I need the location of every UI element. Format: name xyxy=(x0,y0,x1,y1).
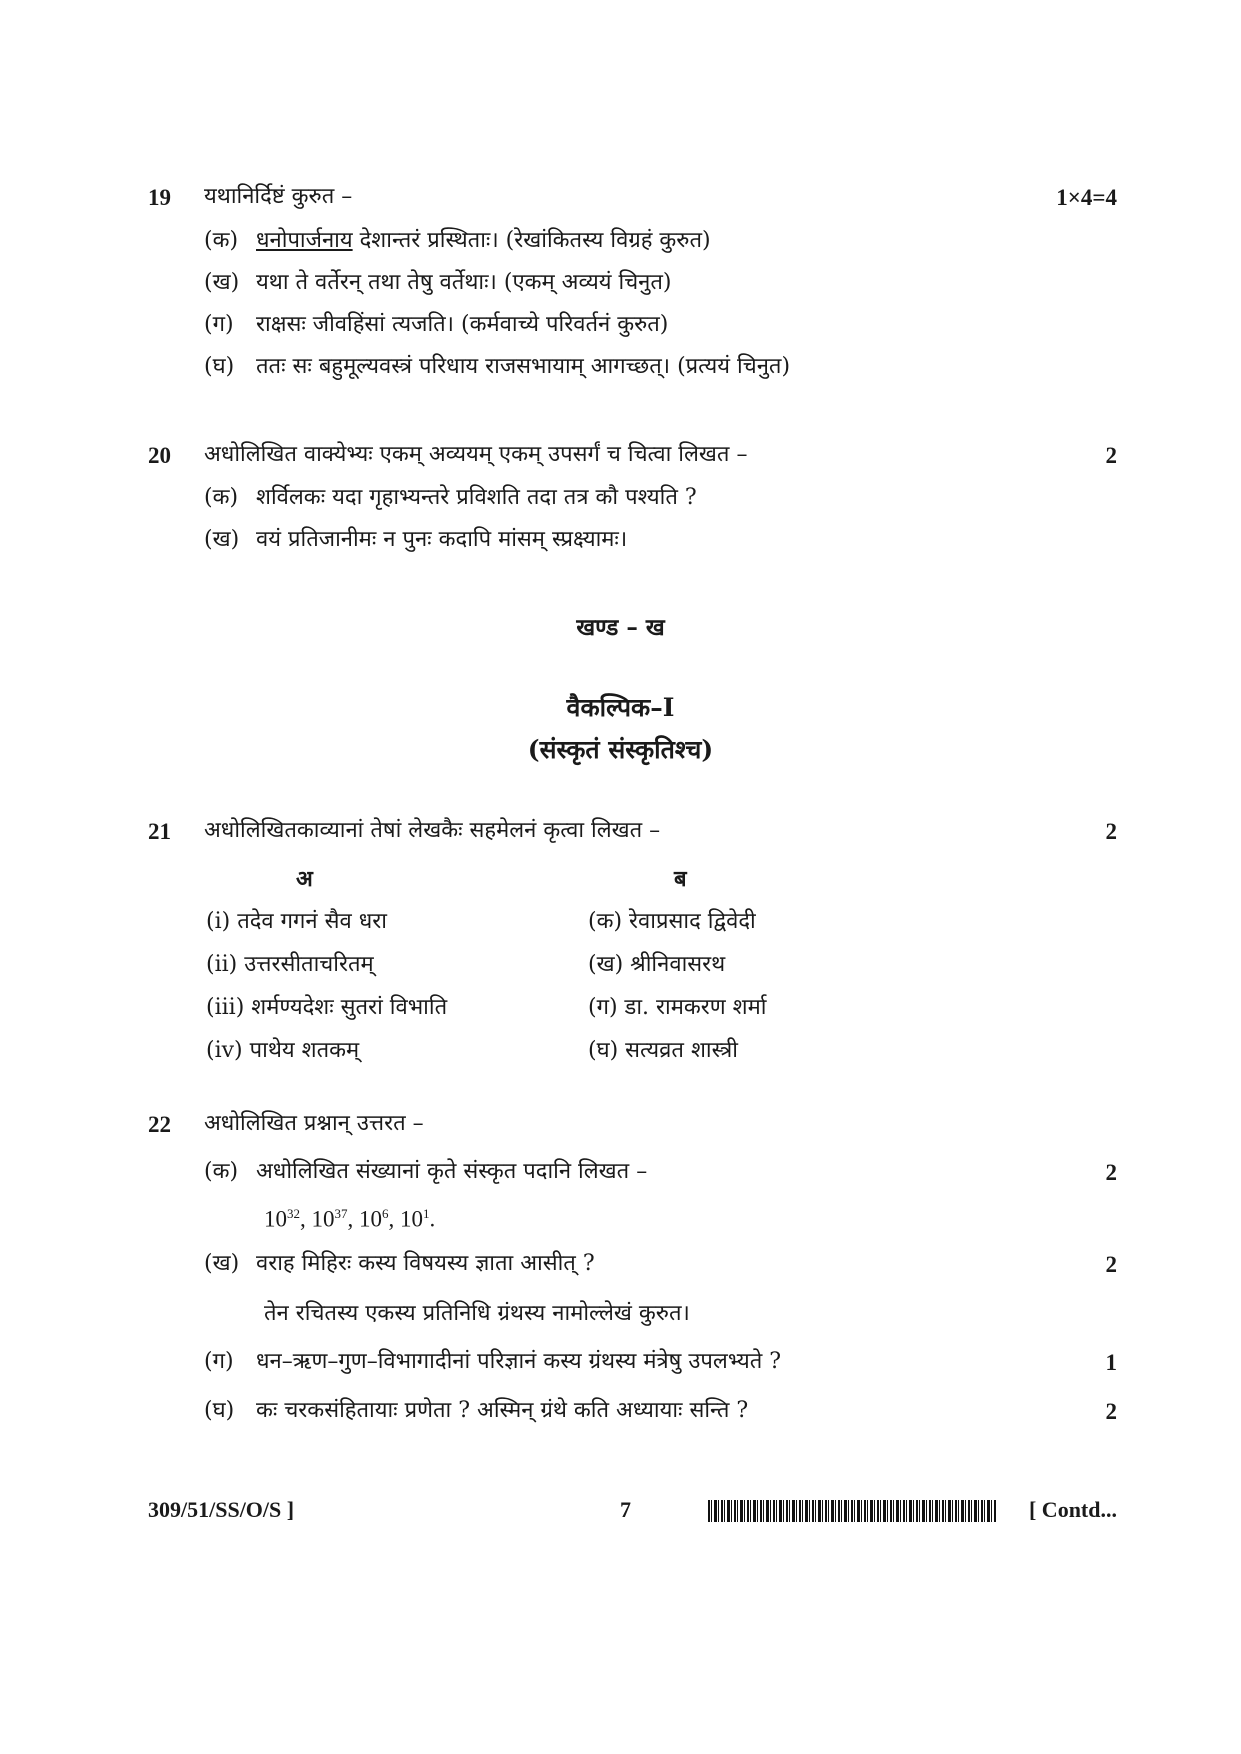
item-text: ततः सः बहुमूल्यवस्त्रं परिधाय राजसभायाम् आगच्छत्। (प्रत्ययं चिनुत) xyxy=(256,354,791,379)
column-b-item: (घ) सत्यव्रत शास्त्री xyxy=(588,1038,738,1063)
item-label: (ग) xyxy=(204,312,234,337)
question-19-stem: यथानिर्दिष्टं कुरुत – xyxy=(204,184,353,209)
separator: , xyxy=(300,1206,312,1232)
question-number-22: 22 xyxy=(148,1112,171,1137)
number-base: 10 xyxy=(400,1206,423,1232)
item-text: अधोलिखित संख्यानां कृते संस्कृत पदानि लिखत – xyxy=(256,1159,648,1184)
item-text: देशान्तरं प्रस्थिताः। (रेखांकितस्य विग्रहं कुरुत) xyxy=(352,228,711,253)
continued-marker: [ Contd... xyxy=(1028,1497,1117,1522)
separator: , xyxy=(347,1206,359,1232)
question-22a-marks: 2 xyxy=(1105,1160,1117,1185)
section-option-heading: वैकल्पिक–I xyxy=(566,693,675,722)
item-text: राक्षसः जीवहिंसां त्यजति। (कर्मवाच्ये परिवर्तनं कुरुत) xyxy=(256,312,669,337)
question-19-marks: 1×4=4 xyxy=(1056,185,1117,210)
question-22d-marks: 2 xyxy=(1105,1399,1117,1424)
item-text: यथा ते वर्तेरन् तथा तेषु वर्तेथाः। (एकम् अव्ययं चिनुत) xyxy=(256,270,672,295)
question-20-item-a xyxy=(204,484,697,512)
question-21-stem: अधोलिखितकाव्यानां तेषां लेखकैः सहमेलनं कृत्वा लिखत – xyxy=(204,818,661,843)
question-20-marks: 2 xyxy=(1105,443,1117,468)
page-number: 7 xyxy=(620,1497,631,1522)
question-19-item-d xyxy=(204,353,790,381)
column-b-item: (क) रेवाप्रसाद द्विवेदी xyxy=(588,909,756,934)
item-label: (घ) xyxy=(204,354,235,379)
number-exponent: 6 xyxy=(382,1206,389,1221)
item-label: (ख) xyxy=(204,1251,240,1276)
underlined-word: धनोपार्जनाय xyxy=(256,228,353,253)
number-base: 10 xyxy=(311,1206,335,1232)
question-22-item-c xyxy=(204,1348,781,1376)
question-20-stem: अधोलिखित वाक्येभ्यः एकम् अव्ययम् एकम् उपसर्गं च चित्वा लिखत – xyxy=(204,442,748,467)
question-22-stem: अधोलिखित प्रश्नान् उत्तरत – xyxy=(204,1111,424,1136)
number-exponent: 1 xyxy=(423,1206,430,1221)
item-text: धन–ऋण–गुण–विभागादीनां परिज्ञानं कस्य ग्रंथस्य मंत्रेषु उपलभ्यते ? xyxy=(256,1349,782,1374)
item-label: (क) xyxy=(204,485,239,510)
question-19-item-a xyxy=(204,227,711,255)
number-exponent: 37 xyxy=(334,1206,348,1221)
item-text: वयं प्रतिजानीमः न पुनः कदापि मांसम् स्प्रक्ष्यामः। xyxy=(256,527,628,552)
separator: , xyxy=(388,1206,400,1232)
column-a-item: (iv) पाथेय शतकम् xyxy=(206,1038,360,1063)
separator: . xyxy=(429,1206,436,1232)
item-label: (ख) xyxy=(204,527,240,552)
item-text: कः चरकसंहितायाः प्रणेता ? अस्मिन् ग्रंथे कति अध्यायाः सन्ति ? xyxy=(256,1398,749,1423)
question-22-item-b xyxy=(204,1250,595,1278)
number-base: 10 xyxy=(359,1206,382,1232)
column-a-item: (ii) उत्तरसीताचरितम् xyxy=(206,952,374,977)
item-label: (क) xyxy=(204,228,239,253)
item-text: शर्विलकः यदा गृहाभ्यन्तरे प्रविशति तदा तत्र कौ पश्यति ? xyxy=(256,485,697,510)
column-a-item: (iii) शर्मण्यदेशः सुतरां विभाति xyxy=(206,995,448,1020)
question-number-21: 21 xyxy=(148,819,171,844)
question-number-19: 19 xyxy=(148,185,171,210)
question-22c-marks: 1 xyxy=(1105,1350,1117,1375)
item-text: वराह मिहिरः कस्य विषयस्य ज्ञाता आसीत् ? xyxy=(256,1251,595,1276)
paper-code: 309/51/SS/O/S ] xyxy=(148,1497,295,1522)
question-21-marks: 2 xyxy=(1105,819,1117,844)
item-label: (ख) xyxy=(204,270,240,295)
column-a-heading: अ xyxy=(296,866,313,892)
item-label: (घ) xyxy=(204,1398,235,1423)
number-exponent: 32 xyxy=(287,1206,300,1221)
column-b-item: (ग) डा. रामकरण शर्मा xyxy=(588,995,767,1020)
section-subtitle: (संस्कृतं संस्कृतिश्च) xyxy=(527,735,714,764)
item-label: (क) xyxy=(204,1159,239,1184)
question-number-20: 20 xyxy=(148,443,171,468)
column-b-heading: ब xyxy=(674,866,687,892)
question-22-item-d xyxy=(204,1397,748,1425)
barcode-icon xyxy=(708,1500,996,1522)
question-22b-marks: 2 xyxy=(1105,1252,1117,1277)
item-label: (ग) xyxy=(204,1349,234,1374)
question-19-item-b xyxy=(204,269,672,297)
question-22-item-b-line2: तेन रचितस्य एकस्य प्रतिनिधि ग्रंथस्य नामोल्लेखं कुरुत। xyxy=(264,1301,690,1326)
number-list xyxy=(264,1200,435,1234)
column-a-item: (i) तदेव गगनं सैव धरा xyxy=(206,909,387,934)
section-title: खण्ड – ख xyxy=(576,614,665,641)
question-19-item-c xyxy=(204,311,668,339)
column-b-item: (ख) श्रीनिवासरथ xyxy=(588,952,726,977)
question-20-item-b xyxy=(204,526,627,554)
question-22-item-a xyxy=(204,1158,647,1186)
number-base: 10 xyxy=(264,1206,287,1232)
